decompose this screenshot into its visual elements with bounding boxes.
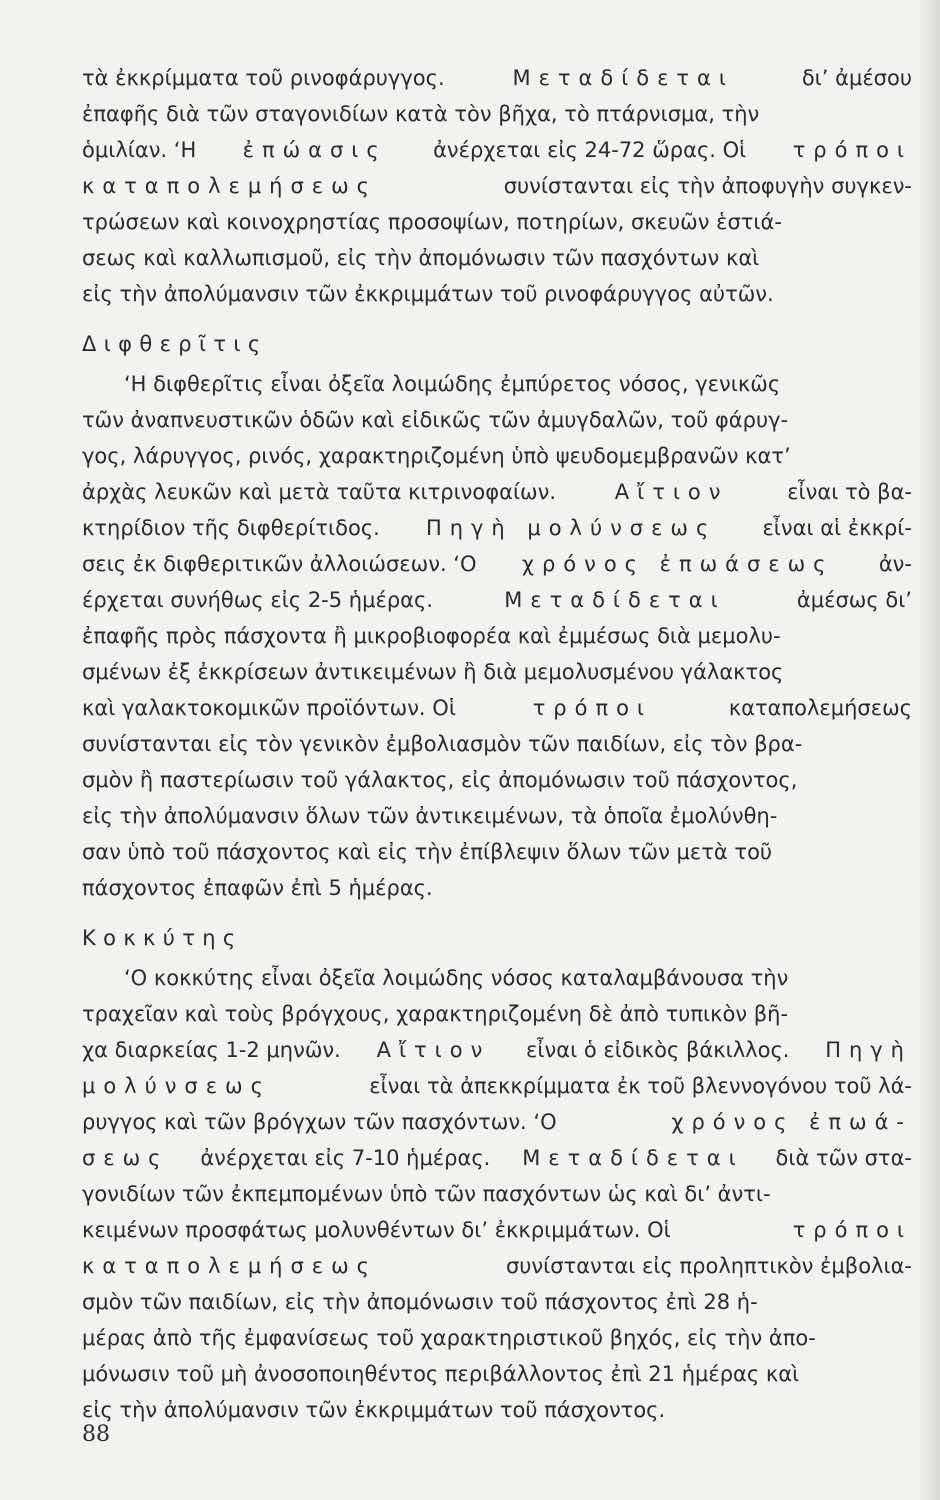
text-line: σμένων ἐξ ἐκκρίσεων ἀντικειμένων ἢ διὰ μεμολυσμένου γάλακτος	[82, 660, 784, 684]
text-line: καὶ γαλακτοκομικῶν προϊόντων. Οἱ τρόποι καταπολεμήσεως	[82, 696, 912, 720]
page-edge-shadow	[918, 0, 940, 1500]
text-line: ‘Ο κοκκύτης εἶναι ὀξεῖα λοιμώδης νόσος καταλαμβάνουσα τὴν	[124, 966, 789, 990]
text-line: μέρας ἀπὸ τῆς ἐμφανίσεως τοῦ χαρακτηριστικοῦ βηχός, εἰς τὴν ἀπο-	[82, 1326, 816, 1350]
text-line: καταπολεμήσεως συνίστανται εἰς προληπτικὸν ἐμβολια-	[82, 1254, 912, 1278]
text-line: μόνωσιν τοῦ μὴ ἀνοσοποιηθέντος περιβάλλοντος ἐπὶ 21 ἡμέρας καὶ	[82, 1362, 800, 1386]
text-line: σεως καὶ καλλωπισμοῦ, εἰς τὴν ἀπομόνωσιν τῶν πασχόντων καὶ	[82, 246, 760, 270]
text-line: μολύνσεως εἶναι τὰ ἀπεκκρίμματα ἐκ τοῦ βλεννογόνου τοῦ λά-	[82, 1074, 912, 1098]
text-line: σαν ὑπὸ τοῦ πάσχοντος καὶ εἰς τὴν ἐπίβλεψιν ὅλων τῶν μετὰ τοῦ	[82, 840, 773, 864]
text-line: τῶν ἀναπνευστικῶν ὁδῶν καὶ εἰδικῶς τῶν ἀμυγδαλῶν, τοῦ φάρυγ-	[82, 408, 789, 432]
page-number: 88	[82, 1422, 110, 1447]
text-line: τὰ ἐκκρίμματα τοῦ ρινοφάρυγγος. Μεταδίδεται δι’ ἀμέσου	[82, 66, 912, 90]
text-line: κτηρίδιον τῆς διφθερίτιδος. Πηγὴ μολύνσεως εἶναι αἱ ἐκκρί-	[82, 516, 912, 540]
section-heading-diphtheria: Διφθερῖτις	[82, 332, 268, 356]
text-line: καταπολεμήσεως συνίστανται εἰς τὴν ἀποφυγὴν συγκεν-	[82, 174, 912, 198]
section-heading-pertussis: Κοκκύτης	[82, 926, 243, 950]
text-line: γος, λάρυγγος, ρινός, χαρακτηριζομένη ὑπὸ ψευδομεμβρανῶν κατ’	[82, 444, 791, 468]
text-line: έρχεται συνήθως εἰς 2-5 ἡμέρας. Μεταδίδεται ἀμέσως δι’	[82, 588, 912, 612]
text-line: συνίστανται εἰς τὸν γενικὸν ἐμβολιασμὸν τῶν παιδίων, εἰς τὸν βρα-	[82, 732, 803, 756]
text-line: ὁμιλίαν. ‘Η ἐπώασις ἀνέρχεται εἰς 24-72 ὥρας. Οἱ τρόποι	[82, 138, 912, 162]
text-line: τραχεῖαν καὶ τοὺς βρόγχους, χαρακτηριζομένη δὲ ἀπὸ τυπικὸν βῆ-	[82, 1002, 789, 1026]
text-line: ρυγγος καὶ τῶν βρόγχων τῶν πασχόντων. ‘Ο χρόνος ἐπωά-	[82, 1110, 912, 1134]
text-line: σεως ἀνέρχεται εἰς 7-10 ἡμέρας. Μεταδίδεται διὰ τῶν στα-	[82, 1146, 912, 1170]
text-line: χα διαρκείας 1-2 μηνῶν. Αἴτιον εἶναι ὁ εἰδικὸς βάκιλλος. Πηγὴ	[82, 1038, 912, 1062]
text-line: ἀρχὰς λευκῶν καὶ μετὰ ταῦτα κιτρινοφαίων. Αἴτιον εἶναι τὸ βα-	[82, 480, 912, 504]
text-line: κειμένων προσφάτως μολυνθέντων δι’ ἐκκριμμάτων. Οἱ τρόποι	[82, 1218, 912, 1242]
text-line: ἐπαφῆς διὰ τῶν σταγονιδίων κατὰ τὸν βῆχα, τὸ πτάρνισμα, τὴν	[82, 102, 760, 126]
text-line: εἰς τὴν ἀπολύμανσιν ὅλων τῶν ἀντικειμένων, τὰ ὁποῖα ἐμολύνθη-	[82, 804, 778, 828]
text-line: ‘Η διφθερῖτις εἶναι ὀξεῖα λοιμώδης ἐμπύρετος νόσος, γενικῶς	[124, 372, 781, 396]
text-line: τρώσεων καὶ κοινοχρηστίας προσοψίων, ποτηρίων, σκευῶν ἑστιά-	[82, 210, 782, 234]
text-line: πάσχοντος ἐπαφῶν ἐπὶ 5 ἡμέρας.	[82, 876, 433, 900]
text-line: σμὸν ἢ παστερίωσιν τοῦ γάλακτος, εἰς ἀπομόνωσιν τοῦ πάσχοντος,	[82, 768, 798, 792]
text-line: ἐπαφῆς πρὸς πάσχοντα ἢ μικροβιοφορέα καὶ ἐμμέσως διὰ μεμολυ-	[82, 624, 781, 648]
text-line: σμὸν τῶν παιδίων, εἰς τὴν ἀπομόνωσιν τοῦ πάσχοντος ἐπὶ 28 ἡ-	[82, 1290, 758, 1314]
text-line: εἰς τὴν ἀπολύμανσιν τῶν ἐκκριμμάτων τοῦ ρινοφάρυγγος αὐτῶν.	[82, 282, 774, 306]
text-line: σεις ἐκ διφθεριτικῶν ἀλλοιώσεων. ‘Ο χρόνος ἐπωάσεως ἀν-	[82, 552, 912, 576]
text-line: εἰς τὴν ἀπολύμανσιν τῶν ἐκκριμμάτων τοῦ πάσχοντος.	[82, 1398, 666, 1422]
text-line: γονιδίων τῶν ἐκπεμπομένων ὑπὸ τῶν πασχόντων ὡς καὶ δι’ ἀντι-	[82, 1182, 771, 1206]
